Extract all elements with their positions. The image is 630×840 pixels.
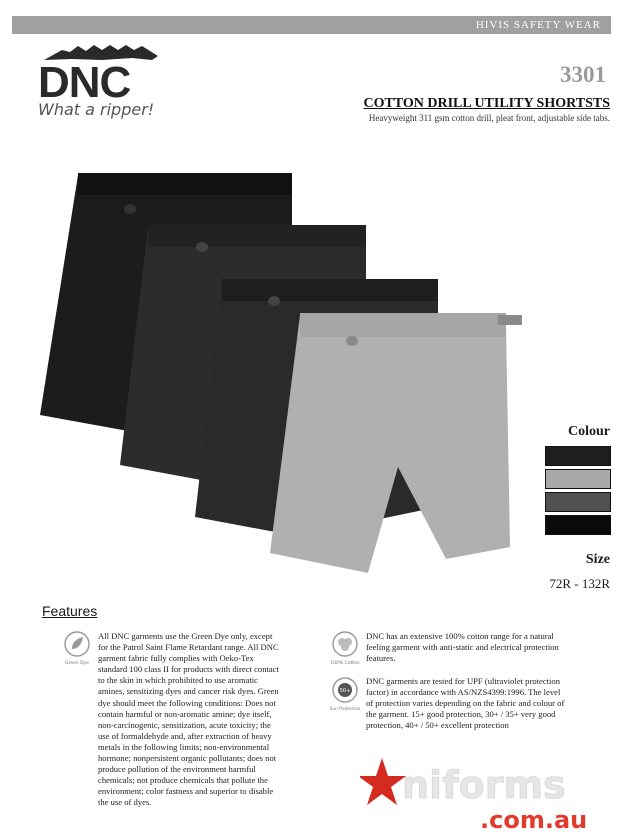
text-line: dye should meet the following conditions: Does not — [98, 697, 276, 708]
sun-protection-icon — [330, 676, 360, 712]
text-line: contain harmful or non-aromatic amine; dye itself, — [98, 708, 272, 719]
cotton-icon — [330, 630, 360, 666]
features-heading: Features — [42, 603, 98, 619]
text-line: feeling garment with anti-static and electrical protection — [366, 642, 559, 653]
text-line: non-carcinogenic, sensitization, acute toxicity; the — [98, 719, 271, 730]
text-line: garment fabric fully complies with Oeko-Tex — [98, 653, 254, 664]
brand-logo — [38, 42, 168, 127]
text-line: chemicals; not produce chemicals that pollute the — [98, 775, 268, 786]
text-line: factor) in accordance with AS/NZS4399:1996. The level — [366, 687, 561, 698]
logo-wordmark: DNC — [38, 58, 131, 107]
text-line: environment; color fastness and superior to disable — [98, 786, 274, 797]
text-line: of protection varies depending on the fabric and colour of — [366, 698, 565, 709]
size-heading: Size — [585, 552, 610, 567]
text-line: produce pollution of the environment harmful — [98, 764, 256, 775]
text-line: standard 100 class II for products with direct contact — [98, 664, 279, 675]
retailer-logo — [360, 752, 622, 832]
feature-upf-text — [366, 676, 616, 731]
size-range: 72R - 132R — [549, 576, 610, 591]
text-line: amines, sensitizing dyes and cancer risk dyes. Green — [98, 686, 279, 697]
feature-cotton-text — [366, 631, 616, 664]
colour-swatch-4[interactable] — [545, 515, 611, 535]
colour-swatch-1[interactable] — [545, 446, 611, 466]
upf-badge: 50+ — [339, 688, 351, 694]
product-image — [30, 155, 560, 595]
text-line: use of formaldehyde and, after extraction of heavy — [98, 730, 272, 741]
retailer-domain: .com.au — [480, 806, 588, 832]
green-dye-icon — [62, 630, 92, 666]
text-line: the garment. 15+ good protection, 30+ / 35+ very good — [366, 709, 556, 720]
colour-swatch-3[interactable] — [545, 492, 611, 512]
text-line: to the skin in which prohibited to use aromatic — [98, 675, 258, 686]
text-line: metals in the following limits; non-environmental — [98, 741, 270, 752]
text-line: protection, 40+ / 50+ excellent protection — [366, 720, 509, 731]
text-line: All DNC garments use the Green Dye only, except — [98, 631, 273, 641]
product-title: COTTON DRILL UTILITY SHORTSTS — [363, 96, 610, 111]
category-bar — [12, 16, 611, 34]
text-line: DNC garments are tested for UPF (ultraviolet protection — [366, 676, 561, 686]
shorts-grey — [270, 313, 522, 573]
feature-green-dye-text — [98, 631, 313, 809]
text-line: DNC has an extensive 100% cotton range for a natural — [366, 631, 554, 641]
retailer-word: niforms — [402, 763, 566, 807]
colour-swatch-2[interactable] — [545, 469, 611, 489]
text-line: hormone; nonpersistent organic pollutants; does not — [98, 753, 277, 764]
star-icon — [360, 758, 406, 805]
product-description: Heavyweight 311 gsm cotton drill, pleat front, adjustable side tabs. — [368, 113, 610, 123]
text-line: the use of dyes. — [98, 797, 152, 808]
colour-heading: Colour — [568, 424, 610, 439]
green-dye-icon-label: Green Dye — [65, 661, 89, 666]
category-label: HIVIS SAFETY WEAR — [475, 19, 601, 31]
text-line: for the Patrol Saint Flame Retardant range. All DNC — [98, 642, 279, 653]
cotton-icon-label: 100% Cotton — [330, 661, 360, 666]
product-code: 3301 — [560, 62, 606, 87]
text-line: features. — [366, 653, 396, 664]
logo-tagline: What a ripper! — [38, 100, 155, 119]
sun-protection-icon-label: Sun Protection — [330, 706, 360, 711]
